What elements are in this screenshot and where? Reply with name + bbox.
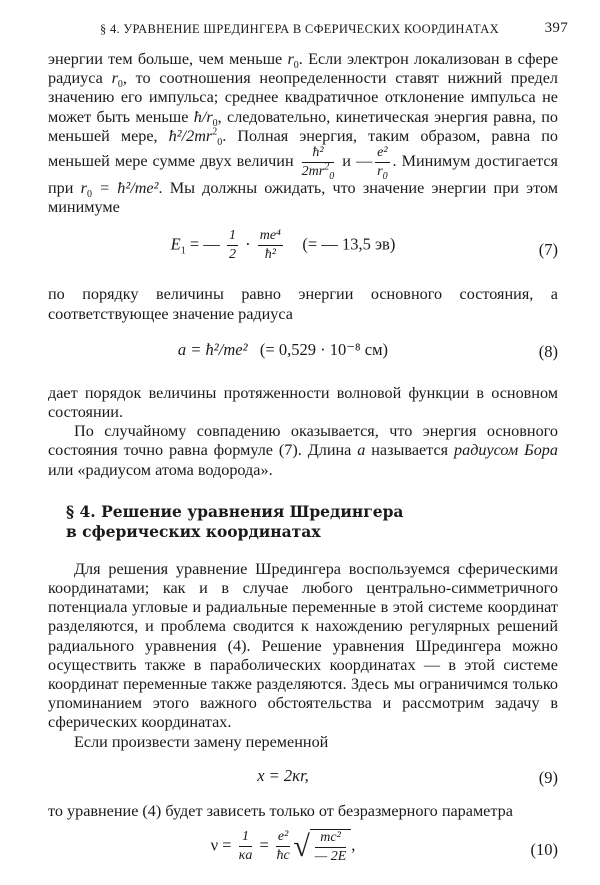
square-root: √ $\frac{\text{mc²}}{— 2E}$ <box>293 829 351 864</box>
paragraph-6: Если произвести замену переменной <box>74 732 329 751</box>
paragraph-4: По случайному совпадению оказывается, что энергия основного состояния точно равна формуле (7). Длина a называется радиусом Бора или «радиусом атома водорода». <box>48 422 558 479</box>
equation-10: ν = $\frac{1}{\kappa a}$ = $\frac{\text{e²}}{ħc}$ √ $\frac{\text{mc²}}{— 2E}$ , (10) <box>210 829 558 865</box>
equation-8: a = ħ²/me² (= 0,529 · 10⁻⁸ см) (8) <box>177 339 558 361</box>
page-number: 397 <box>544 20 568 36</box>
equation-7: $E_1$ = — $\frac{1}{2}$ · $\frac{\text{me⁴}}{\text{ħ²}}$ (= — 13,5 эв) (7) <box>170 228 558 263</box>
paragraph-7: то уравнение (4) будет зависеть только от безразмерного параметра <box>48 801 513 820</box>
paragraph-5: Для решения уравнение Шредингера воспользуемся сферическими координатами; как и в случае любого центрально-симметричного потенциала угловые и радиальные переменные в этой системе координат разделяются, и проблема сводится к нахождению регулярных решений радиального уравнения (4). Решение уравнения Шредингера можно осуществить также в параболических координатах — в этой системе координат переменные также разделяются. Здесь мы ограничимся только упоминанием этого важного обстоятельства и рассмотрим задачу в сферических координатах. <box>48 559 558 732</box>
equation-number-8: (8) <box>538 341 558 361</box>
page-header <box>48 20 568 42</box>
running-title: § 4. УРАВНЕНИЕ ШРЕДИНГЕРА В СФЕРИЧЕСКИХ КООРДИНАТАХ <box>100 22 499 36</box>
section-heading: § 4. Решение уравнения Шредингера в сферических координатах <box>66 501 404 541</box>
equation-number-9: (9) <box>538 767 558 787</box>
paragraph-3: дает порядок величины протяженности волновой функции в основном состоянии. <box>48 383 558 422</box>
page-body <box>48 50 558 885</box>
fraction-kinetic: $\frac{\text{ħ²}}{2mr^2_0}$ <box>301 145 335 182</box>
paragraph-1: энергии тем больше, чем меньше $r_0$. Если электрон локализован в сфере радиуса $r_0$, то соотношения неопределенности ставят нижний предел значению его импульса; среднее квадратичное отклонение импульса не может быть меньше $ħ/r_0$, следовательно, кинетическая энергия равна, по меньшей мере, $ħ^2/2mr^2_0$. Полная энергия, таким образом, равна по меньшей мере сумме двух величин $\frac{\text{ħ²}}{2mr^2_0}$ и — $\frac{\text{e²}}{r_0}$ . Минимум достигается при $r_0$ = ħ²/me². Мы должны ожидать, что значение энергии при этом минимуме <box>48 50 559 217</box>
equation-9: x = 2κr, (9) <box>257 765 558 787</box>
equation-number-7: (7) <box>538 240 558 260</box>
paragraph-2: по порядку величины равно энергии основного состояния, а соответствующее значение радиуса <box>48 285 558 323</box>
equation-number-10: (10) <box>530 840 558 860</box>
fraction-potential: $\frac{\text{e²}}{r_0}$ <box>377 145 388 182</box>
